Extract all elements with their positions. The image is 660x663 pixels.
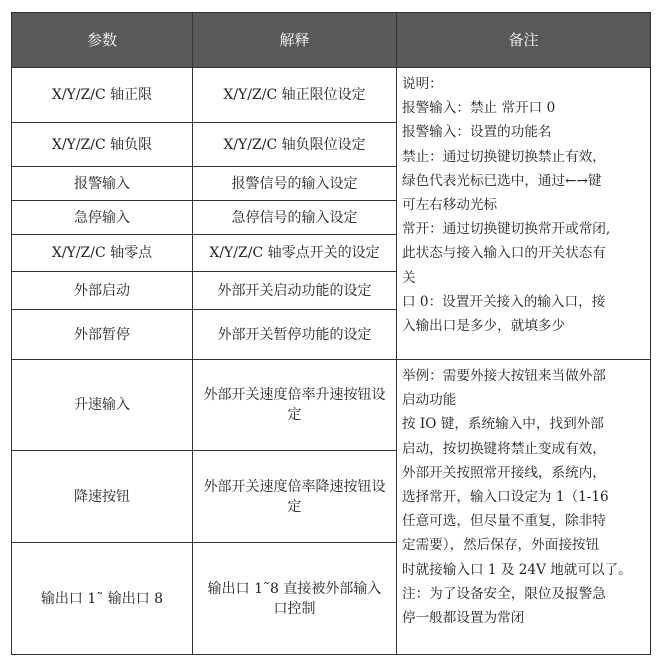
parameter-table — [11, 12, 651, 655]
param-cell: X/Y/Z/C 轴零点 — [11, 234, 193, 272]
param-cell: X/Y/Z/C 轴负限 — [11, 122, 193, 167]
param-cell: 输出口 1˜ 输出口 8 — [11, 542, 193, 655]
desc-cell: 报警信号的输入设定 — [192, 166, 397, 201]
desc-cell: 外部开关速度倍率降速按钮设定 — [192, 450, 397, 543]
header-desc: 解释 — [192, 12, 397, 68]
param-cell: 降速按钮 — [11, 450, 193, 543]
param-cell: 升速输入 — [11, 359, 193, 451]
param-cell: 外部启动 — [11, 271, 193, 310]
param-cell: 外部暂停 — [11, 309, 193, 360]
desc-cell: X/Y/Z/C 轴负限位设定 — [192, 122, 397, 167]
desc-cell: 外部开关暂停功能的设定 — [192, 309, 397, 360]
desc-cell: X/Y/Z/C 轴零点开关的设定 — [192, 234, 397, 272]
desc-cell: 外部开关启动功能的设定 — [192, 271, 397, 310]
desc-cell: X/Y/Z/C 轴正限位设定 — [192, 67, 397, 123]
note-example: 举例：需要外接大按钮来当做外部 启动功能 按 IO 键，系统输入中，找到外部 启动，按切换键将禁止变成有效， 外部开关按照常开接线，系统内， 选择常开，输入口设定为 1（1-16 任意可选，但尽量不重复，除非特 定需要），然后保存，外面接按钮 时就接输入口 1 及 24V 地就可以了。 注：为了设备安全，限位及报警急 停一般都设置为常闭 — [396, 359, 651, 655]
note-explanation: 说明： 报警输入：禁止 常开口 0 报警输入：设置的功能名 禁止：通过切换键切换禁止有效， 绿色代表光标已选中，通过←→键 可左右移动光标 常开：通过切换键切换常开或常闭, 此状态与接入输入口的开关状态有 关 口 0：设置开关接入的输入口，接 入输出口是多少，就填多少 — [396, 67, 651, 360]
param-cell: 急停输入 — [11, 200, 193, 235]
param-cell: X/Y/Z/C 轴正限 — [11, 67, 193, 123]
header-param: 参数 — [11, 12, 193, 68]
desc-cell: 输出口 1˜8 直接被外部输入口控制 — [192, 542, 397, 655]
desc-cell: 外部开关速度倍率升速按钮设定 — [192, 359, 397, 451]
desc-cell: 急停信号的输入设定 — [192, 200, 397, 235]
param-cell: 报警输入 — [11, 166, 193, 201]
header-note: 备注 — [396, 12, 651, 68]
